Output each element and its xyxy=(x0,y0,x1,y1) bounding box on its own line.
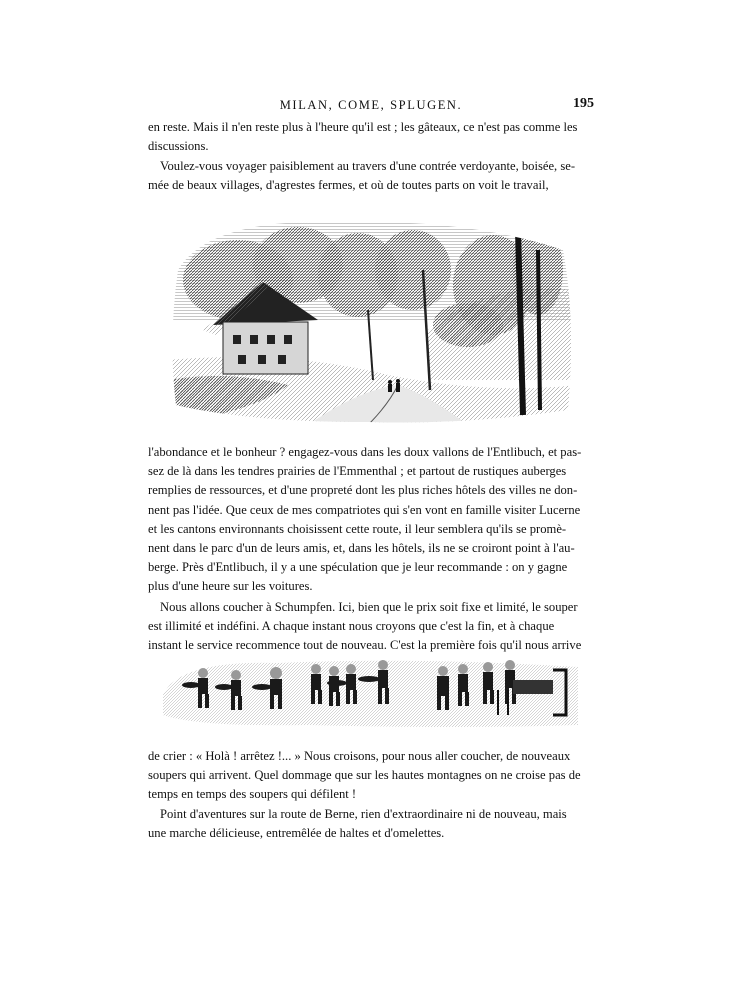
text-line: l'abondance et le bonheur ? engagez-vous dans les doux vallons de l'Entlibuch, et pas- xyxy=(148,445,582,459)
text-line: est illimité et indéfini. A chaque instant nous croyons que c'est la fin, et à chaque xyxy=(148,619,555,634)
text-line: plus d'une heure sur les voitures. xyxy=(148,579,313,594)
paragraph xyxy=(148,118,594,156)
page-header xyxy=(148,98,594,116)
text-line: sez de là dans les tendres prairies de l'Emmenthal ; et partout de rustiques auberges xyxy=(148,464,567,479)
text-line: berge. Près d'Entlibuch, il y a une spéculation que je leur recommande : on y gagne xyxy=(148,560,568,575)
text-line: nent pas l'idée. Que ceux de mes compatriotes qui s'en vont en famille visiter Lucerne xyxy=(148,502,581,517)
text-line: en reste. Mais il n'en reste plus à l'heure qu'il est ; les gâteaux, ce n'est pas comme les xyxy=(148,120,578,134)
text-line: et les cantons environnants choisissent cette route, il leur semblera qu'ils se promè- xyxy=(148,521,567,536)
farmhouse-landscape-illustration xyxy=(168,210,578,430)
paragraph xyxy=(148,805,594,843)
text-line: mée de beaux villages, d'agrestes fermes, et où de toutes parts on voit le travail, xyxy=(148,178,549,193)
text-line: remplies de ressources, et d'une propreté dont les plus riches hôtels des villes ne don- xyxy=(148,483,578,498)
text-line: temps en temps des soupers qui défilent ! xyxy=(148,787,357,802)
text-line: discussions. xyxy=(148,139,209,154)
paragraph xyxy=(148,598,594,656)
text-line: nent dans le parc d'un de leurs amis, et, dans les hôtels, ils ne se croiront point à l'au- xyxy=(148,541,575,556)
text-line: soupers qui arrivent. Quel dommage que sur les hautes montagnes on ne croise pas de xyxy=(148,768,581,783)
text-line: Voulez-vous voyager paisiblement au travers d'une contrée verdoyante, boisée, se- xyxy=(160,159,576,173)
waiters-procession-illustration xyxy=(158,655,583,730)
text-line: de crier : « Holà ! arrêtez !... » Nous croisons, pour nous aller coucher, de nouveaux xyxy=(148,749,571,763)
page-number: 195 xyxy=(573,96,594,111)
text-line: une marche délicieuse, entremêlée de haltes et d'omelettes. xyxy=(148,826,445,841)
paragraph xyxy=(148,157,594,195)
text-line: Point d'aventures sur la route de Berne, rien d'extraordinaire ni de nouveau, mais xyxy=(160,807,567,821)
text-line: instant le service recommence tout de nouveau. C'est la première fois qu'il nous arrive xyxy=(148,638,582,653)
paragraph xyxy=(148,747,594,805)
running-title: MILAN, COME, SPLUGEN. xyxy=(279,98,463,112)
text-line: Nous allons coucher à Schumpfen. Ici, bien que le prix soit fixe et limité, le souper xyxy=(160,600,578,614)
paragraph xyxy=(148,443,594,597)
